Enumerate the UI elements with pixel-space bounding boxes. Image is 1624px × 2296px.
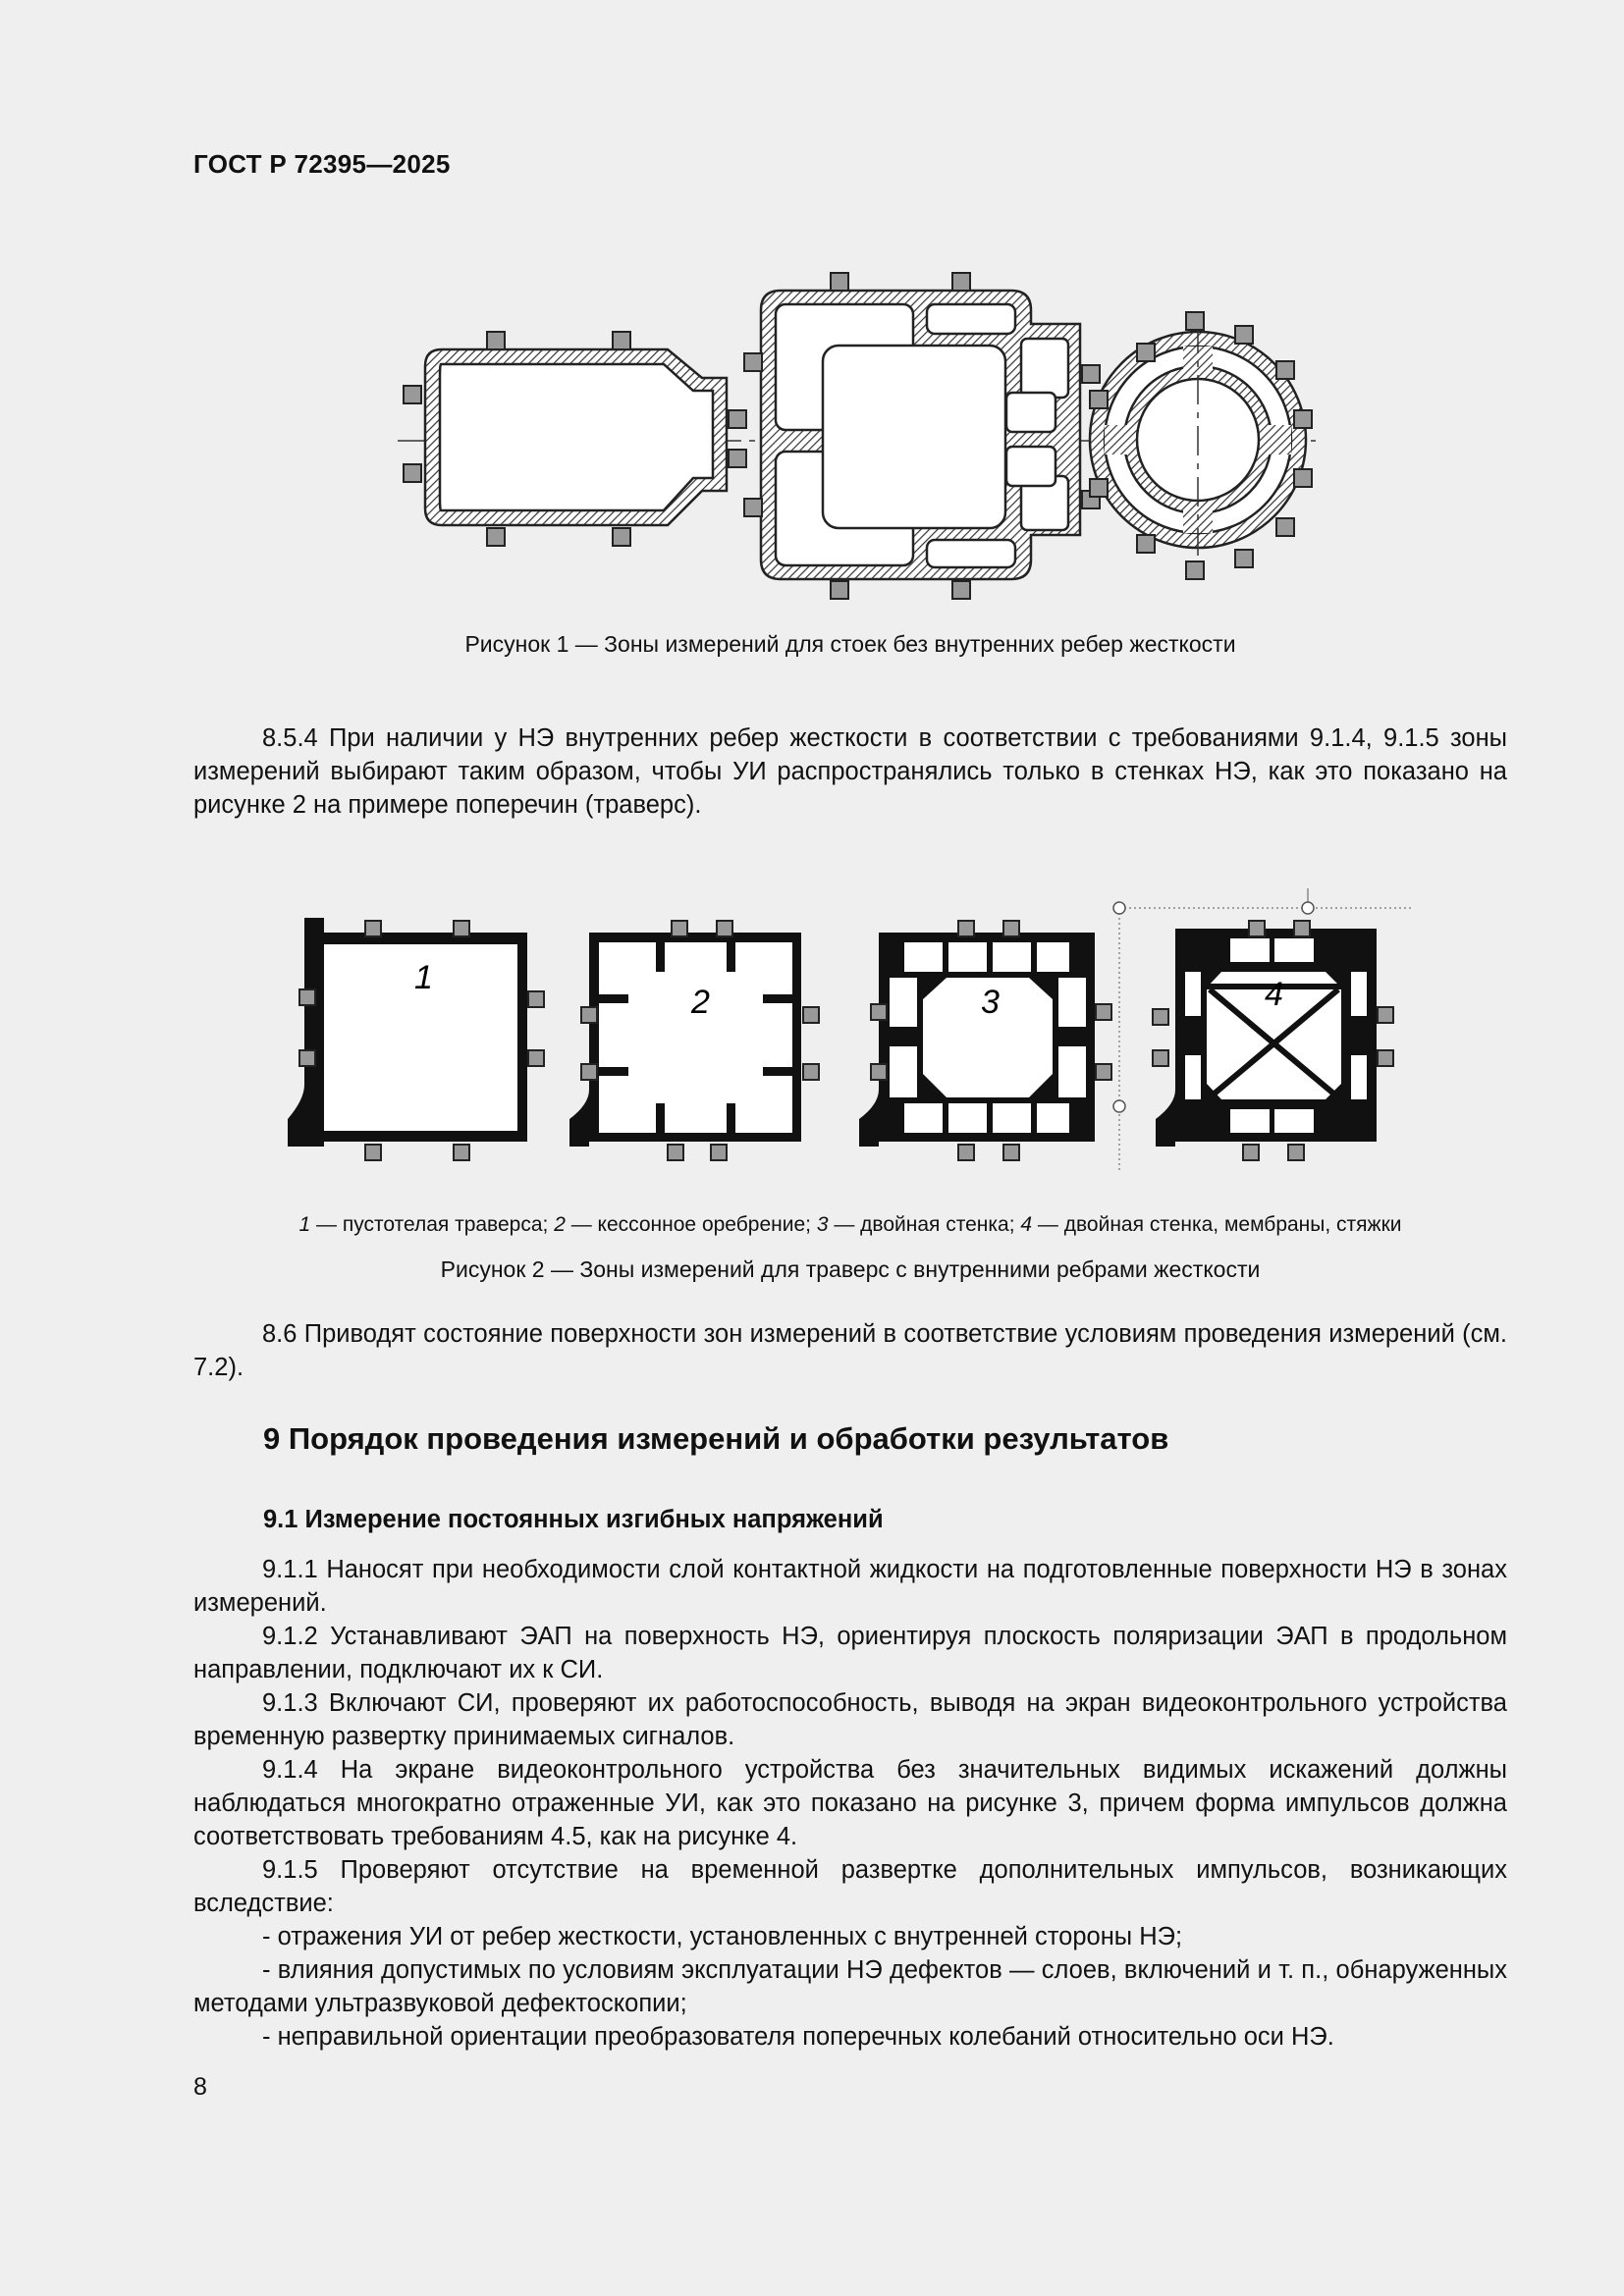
measurement-zone-pad [454,921,469,936]
measurement-zone-pad [729,450,746,467]
measurement-zone-pad [1276,361,1294,379]
paragraph-8-5-4: 8.5.4 При наличии у НЭ внутренних ребер жесткости в соответствии с требованиями 9.1.4, 9.1.5 зоны измерений выбирают таким образом, чтобы УИ распространялись только в стенках НЭ, как это показано на рисунке 2 на примере поперечин (траверс). [193,724,1507,819]
item-9-1-2: 9.1.2 Устанавливают ЭАП на поверхность НЭ, ориентируя плоскость поляризации ЭАП в продольном направлении, подключают их к СИ. [193,1623,1507,1683]
measurement-zone-pad [1096,1064,1111,1080]
measurement-zone-pad [487,528,505,546]
measurement-zone-pad [487,332,505,349]
measurement-zone-pad [454,1145,469,1160]
measurement-zone-pad [1378,1007,1393,1023]
item-9-1-3: 9.1.3 Включают СИ, проверяют их работоспособность, выводя на экран видеоконтрольного устройства временную развертку принимаемых сигналов. [193,1689,1507,1750]
paragraph-8-6: 8.6 Приводят состояние поверхности зон измерений в соответствие условиям проведения измерений (см. 7.2). [193,1320,1507,1381]
measurement-zone-pad [1137,344,1155,361]
measurement-zone-pad [1294,410,1312,428]
measurement-zone-pad [1096,1004,1111,1020]
section-9-1-heading: 9.1 Измерение постоянных изгибных напряжений [263,1506,884,1533]
measurement-zone-pad [1243,1145,1259,1160]
section-label-3: 3 [981,984,1000,1021]
measurement-zone-pad [1003,1145,1019,1160]
section-9-1-body [193,1553,1507,2054]
bullet-1: - отражения УИ от ребер жесткости, установленных с внутренней стороны НЭ; [262,1923,1183,1950]
item-9-1-4: 9.1.4 На экране видеоконтрольного устройства без значительных видимых искажений должны наблюдаться многократно отраженные УИ, как это показано на рисунке 3, причем форма импульсов должна соответствовать требованиям 4.5, как на рисунке 4. [193,1756,1507,1850]
measurement-zone-pad [1153,1050,1168,1066]
item-9-1-5: 9.1.5 Проверяют отсутствие на временной развертке дополнительных импульсов, возникающих вследствие: [193,1856,1507,1917]
measurement-zone-pad [1294,469,1312,487]
section-label-2: 2 [691,984,710,1021]
measurement-zone-pad [1003,921,1019,936]
figure-2-legend: 1 — пустотелая траверса; 2 — кессонное оребрение; 3 — двойная стенка; 4 — двойная стенка, мембраны, стяжки [298,1213,1402,1236]
document-header: ГОСТ Р 72395—2025 [193,149,451,179]
section-label-1: 1 [414,959,433,996]
measurement-zone-pad [744,499,762,516]
measurement-zone-pad [952,273,970,291]
measurement-zone-pad [729,410,746,428]
measurement-zone-pad [1186,561,1204,579]
measurement-zone-pad [404,464,421,482]
measurement-zone-pad [528,1050,544,1066]
section-1 [288,918,527,1147]
measurement-zone-pad [871,1064,887,1080]
measurement-zone-pad [958,1145,974,1160]
item-9-1-1: 9.1.1 Наносят при необходимости слой контактной жидкости на подготовленные поверхности НЭ в зонах измерений. [193,1556,1507,1617]
section-9-heading: 9 Порядок проведения измерений и обработки результатов [263,1421,1169,1456]
measurement-zone-pad [528,991,544,1007]
measurement-zone-pad [1288,1145,1304,1160]
measurement-zone-pad [803,1064,819,1080]
measurement-zone-pad [1090,391,1108,408]
figure-2-caption: Рисунок 2 — Зоны измерений для траверс с внутренними ребрами жесткости [440,1256,1261,1282]
measurement-zone-pad [1378,1050,1393,1066]
measurement-zone-pad [365,1145,381,1160]
measurement-zone-pad [958,921,974,936]
figure-1-caption: Рисунок 1 — Зоны измерений для стоек без внутренних ребер жесткости [464,631,1236,657]
bullet-3: - неправильной ориентации преобразователя поперечных колебаний относительно оси НЭ. [262,2023,1334,2051]
measurement-zone-pad [1249,921,1265,936]
measurement-zone-pad [1276,518,1294,536]
measurement-zone-pad [581,1064,597,1080]
section-2 [569,933,801,1147]
figure-2-drawing [275,888,1434,1183]
section-3 [859,933,1095,1147]
measurement-zone-pad [744,353,762,371]
measurement-zone-pad [1153,1009,1168,1025]
measurement-zone-pad [952,581,970,599]
measurement-zone-pad [871,1004,887,1020]
bullet-2: - влияния допустимых по условиям эксплуатации НЭ дефектов — слоев, включений и т. п., обнаруженных методами ультразвуковой дефектоскопии; [193,1956,1507,2017]
measurement-zone-pad [1090,479,1108,497]
measurement-zone-pad [1137,535,1155,553]
measurement-zone-pad [613,332,630,349]
section-label-4: 4 [1265,976,1283,1013]
measurement-zone-pad [831,273,848,291]
measurement-zone-pad [613,528,630,546]
page-number: 8 [193,2073,207,2101]
measurement-zone-pad [711,1145,727,1160]
measurement-zone-pad [1186,312,1204,330]
measurement-zone-pad [803,1007,819,1023]
measurement-zone-pad [668,1145,683,1160]
measurement-zone-pad [365,921,381,936]
measurement-zone-pad [299,1050,315,1066]
measurement-zone-pad [581,1007,597,1023]
measurement-zone-pad [831,581,848,599]
measurement-zone-pad [1235,326,1253,344]
measurement-zone-pad [1082,365,1100,383]
measurement-zone-pad [1235,550,1253,567]
figure-1-drawing [393,265,1335,609]
measurement-zone-pad [299,989,315,1005]
measurement-zone-pad [672,921,687,936]
measurement-zone-pad [717,921,732,936]
measurement-zone-pad [404,386,421,403]
measurement-zone-pad [1294,921,1310,936]
